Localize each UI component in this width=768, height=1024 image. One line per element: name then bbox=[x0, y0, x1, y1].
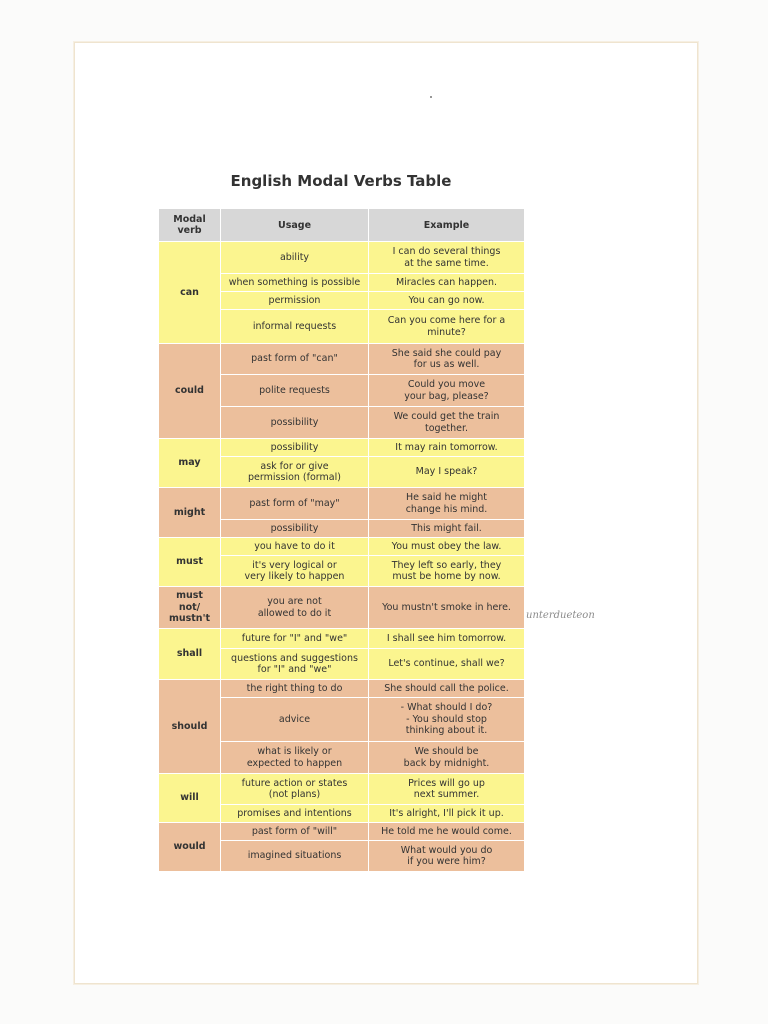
table-row bbox=[159, 774, 525, 805]
usage-cell: ability bbox=[221, 242, 369, 274]
example-cell: This might fail. bbox=[369, 520, 525, 538]
example-cell: What would you do if you were him? bbox=[369, 841, 525, 872]
example-cell: - What should I do? - You should stop thinking about it. bbox=[369, 698, 525, 742]
usage-cell: ask for or give permission (formal) bbox=[221, 457, 369, 488]
example-cell: He said he might change his mind. bbox=[369, 488, 525, 520]
verb-cell: must not/ mustn't bbox=[159, 587, 221, 629]
usage-cell: possibility bbox=[221, 407, 369, 439]
usage-cell: past form of "will" bbox=[221, 823, 369, 841]
verb-cell: must bbox=[159, 538, 221, 587]
example-cell: He told me he would come. bbox=[369, 823, 525, 841]
example-cell: Miracles can happen. bbox=[369, 274, 525, 292]
example-cell: Can you come here for a minute? bbox=[369, 310, 525, 344]
verb-cell: shall bbox=[159, 629, 221, 680]
example-cell: We should be back by midnight. bbox=[369, 742, 525, 774]
example-cell: It may rain tomorrow. bbox=[369, 439, 525, 457]
verb-cell: can bbox=[159, 242, 221, 344]
usage-cell: future for "I" and "we" bbox=[221, 629, 369, 649]
example-cell: They left so early, they must be home by now. bbox=[369, 556, 525, 587]
example-cell: Could you move your bag, please? bbox=[369, 375, 525, 407]
usage-cell: advice bbox=[221, 698, 369, 742]
handwritten-note: unterdueteon bbox=[526, 610, 595, 621]
usage-cell: promises and intentions bbox=[221, 805, 369, 823]
example-cell: It's alright, I'll pick it up. bbox=[369, 805, 525, 823]
usage-cell: informal requests bbox=[221, 310, 369, 344]
example-cell: Prices will go up next summer. bbox=[369, 774, 525, 805]
example-cell: I can do several things at the same time. bbox=[369, 242, 525, 274]
header-usage: Usage bbox=[221, 209, 369, 242]
verb-cell: may bbox=[159, 439, 221, 488]
example-cell: She should call the police. bbox=[369, 680, 525, 698]
usage-cell: possibility bbox=[221, 439, 369, 457]
example-cell: You can go now. bbox=[369, 292, 525, 310]
example-cell: You must obey the law. bbox=[369, 538, 525, 556]
usage-cell: imagined situations bbox=[221, 841, 369, 872]
table-row bbox=[159, 587, 525, 629]
page-title: English Modal Verbs Table bbox=[230, 172, 452, 190]
verb-cell: could bbox=[159, 344, 221, 439]
usage-cell: you have to do it bbox=[221, 538, 369, 556]
usage-cell: polite requests bbox=[221, 375, 369, 407]
table-row bbox=[159, 629, 525, 649]
example-cell: May I speak? bbox=[369, 457, 525, 488]
verb-cell: might bbox=[159, 488, 221, 538]
example-cell: She said she could pay for us as well. bbox=[369, 344, 525, 375]
modal-verbs-table bbox=[158, 208, 525, 872]
usage-cell: when something is possible bbox=[221, 274, 369, 292]
verb-cell: will bbox=[159, 774, 221, 823]
table-row bbox=[159, 680, 525, 698]
verb-cell: should bbox=[159, 680, 221, 774]
usage-cell: permission bbox=[221, 292, 369, 310]
usage-cell: the right thing to do bbox=[221, 680, 369, 698]
table-row bbox=[159, 242, 525, 274]
header-modal-verb: Modal verb bbox=[159, 209, 221, 242]
header-row bbox=[159, 209, 525, 242]
example-cell: You mustn't smoke in here. bbox=[369, 587, 525, 629]
example-cell: Let's continue, shall we? bbox=[369, 649, 525, 680]
example-cell: I shall see him tomorrow. bbox=[369, 629, 525, 649]
usage-cell: questions and suggestions for "I" and "we" bbox=[221, 649, 369, 680]
table-row bbox=[159, 538, 525, 556]
example-cell: We could get the train together. bbox=[369, 407, 525, 439]
header-example: Example bbox=[369, 209, 525, 242]
paper-speck bbox=[430, 96, 432, 98]
usage-cell: past form of "may" bbox=[221, 488, 369, 520]
usage-cell: possibility bbox=[221, 520, 369, 538]
usage-cell: what is likely or expected to happen bbox=[221, 742, 369, 774]
usage-cell: it's very logical or very likely to happen bbox=[221, 556, 369, 587]
verb-cell: would bbox=[159, 823, 221, 872]
usage-cell: you are not allowed to do it bbox=[221, 587, 369, 629]
table-row bbox=[159, 439, 525, 457]
table-row bbox=[159, 823, 525, 841]
usage-cell: past form of "can" bbox=[221, 344, 369, 375]
table-row bbox=[159, 344, 525, 375]
table-row bbox=[159, 488, 525, 520]
usage-cell: future action or states (not plans) bbox=[221, 774, 369, 805]
